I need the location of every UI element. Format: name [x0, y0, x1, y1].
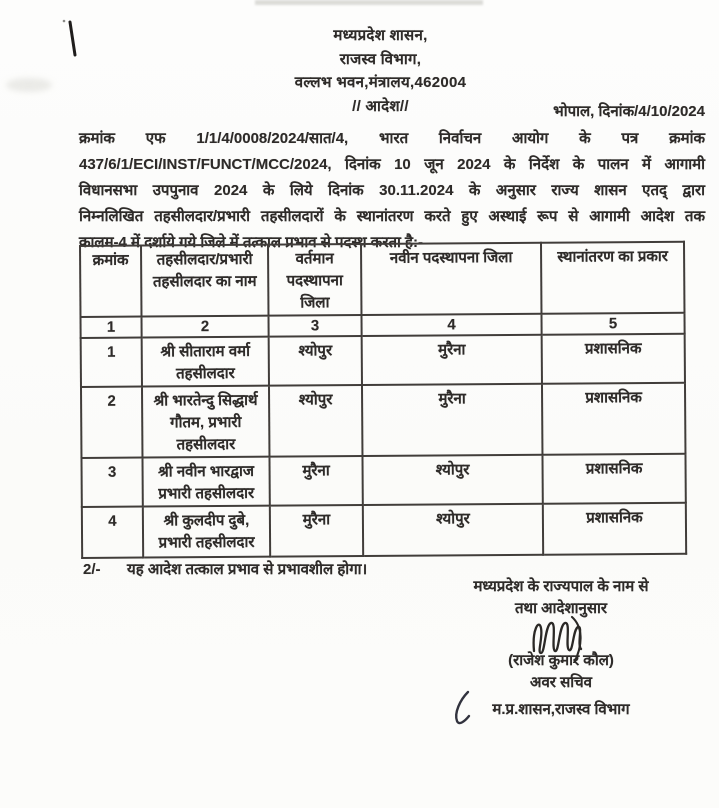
table-row — [81, 454, 685, 507]
cell-sno: 2 — [81, 387, 142, 458]
cell-sno: 4 — [82, 507, 143, 558]
header-sno: क्रमांक — [80, 246, 141, 317]
cell-new-district: मुरैना — [362, 335, 542, 385]
header-current-district: वर्तमान पदस्थापना जिला — [268, 244, 361, 316]
cell-new-district: मुरैना — [362, 384, 542, 456]
cell-transfer-type: प्रशासनिक — [543, 503, 686, 555]
cell-transfer-type: प्रशासनिक — [542, 334, 685, 384]
table-header-row — [80, 242, 684, 317]
signatory-department: म.प्र.शासन,राजस्व विभाग — [492, 701, 630, 718]
letterhead-address-line: वल्लभ भवन,मंत्रालय,462004 — [294, 74, 467, 91]
signature-scribble-icon — [526, 613, 600, 663]
cell-current-district: श्योपुर — [269, 336, 362, 386]
authority-line-2: तथा आदेशानुसार — [514, 600, 608, 617]
table-row — [81, 383, 685, 458]
cell-transfer-type: प्रशासनिक — [542, 454, 685, 504]
clause-2-text: यह आदेश तत्काल प्रभाव से प्रभावशील होगा। — [127, 561, 368, 578]
letterhead-dept-line: राजस्व विभाग, — [339, 50, 422, 68]
signature-block — [425, 576, 697, 721]
cell-sno: 3 — [81, 458, 142, 507]
body-line: 437/6/1/ECI/INST/FUNCT/MCC/2024, दिनांक 10 जून 2024 के निर्देश के पालन में आगामी — [79, 156, 705, 173]
header-new-district: नवीन पदस्थापना जिला — [361, 243, 541, 315]
cell-new-district: श्योपुर — [362, 455, 542, 505]
scan-smudge-top-edge — [255, 0, 483, 5]
body-line: विधानसभा उपपुनाव 2024 के लिये दिनांक 30.11.2024 के अनुसार राज्य शासन एतद् द्वारा — [79, 182, 705, 199]
col-number: 4 — [361, 314, 541, 336]
col-number: 1 — [81, 317, 142, 338]
cell-name: श्री भारतेन्दु सिद्धार्थ गौतम, प्रभारी तहसीलदार — [142, 386, 269, 458]
pen-check-icon — [451, 690, 475, 726]
transfer-table — [79, 241, 687, 559]
cell-current-district: मुरैना — [269, 456, 362, 506]
order-body-paragraph — [79, 128, 705, 258]
col-number: 2 — [142, 316, 269, 338]
cell-transfer-type: प्रशासनिक — [542, 383, 685, 455]
cell-name: श्री कुलदीप दुबे, प्रभारी तहसीलदार — [143, 506, 270, 558]
place-date-line: भोपाल, दिनांक/4/10/2024 — [553, 103, 705, 120]
clause-2-number: 2/- — [83, 561, 101, 578]
body-line: निम्नलिखित तहसीलदार/प्रभारी तहसीलदारों के स्थानांतरण करते हुए अस्थाई रूप से आगामी आदेश तक — [79, 208, 705, 225]
table-row — [81, 334, 685, 387]
order-title: // आदेश// — [352, 97, 409, 115]
letterhead-govt-line: मध्यप्रदेश शासन, — [333, 27, 428, 44]
header-name: तहसीलदार/प्रभारी तहसीलदार का नाम — [141, 245, 268, 317]
cell-sno: 1 — [81, 338, 142, 387]
col-number: 5 — [541, 313, 684, 335]
header-transfer-type: स्थानांतरण का प्रकार — [541, 242, 684, 314]
table-row — [82, 503, 686, 558]
cell-new-district: श्योपुर — [363, 504, 543, 556]
cell-current-district: श्योपुर — [269, 385, 362, 457]
signatory-designation: अवर सचिव — [530, 674, 592, 691]
body-line: क्रमांक एफ 1/1/4/0008/2024/सात/4, भारत निर्वाचन आयोग के पत्र क्रमांक — [79, 130, 705, 147]
col-number: 3 — [268, 315, 361, 337]
clause-2 — [83, 559, 367, 579]
authority-line-1: मध्यप्रदेश के राज्यपाल के नाम से — [473, 578, 649, 595]
body-line: कालम-4 में दर्शाये गये जिले में तत्काल प्रभाव से पदस्थ करता है:- — [79, 234, 424, 251]
cell-name: श्री नवीन भारद्वाज प्रभारी तहसीलदार — [142, 457, 269, 507]
cell-current-district: मुरैना — [270, 505, 363, 557]
cell-name: श्री सीताराम वर्मा तहसीलदार — [142, 337, 269, 387]
signatory-name: (राजेश कुमार कौल) — [508, 652, 614, 669]
